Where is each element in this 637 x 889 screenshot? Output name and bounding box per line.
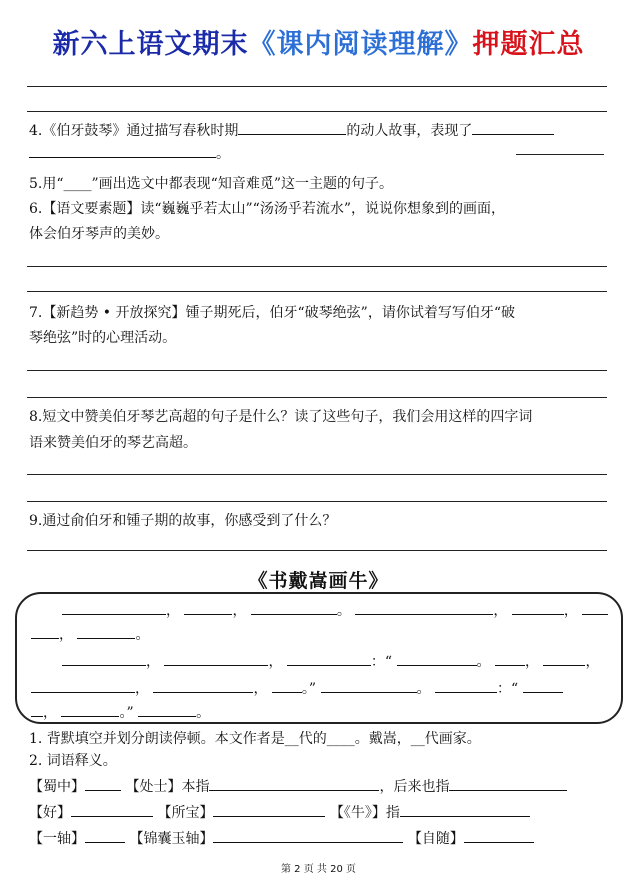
fill-blank[interactable] [138, 702, 196, 717]
recitation-row-5 [31, 702, 210, 722]
term-zisui: 【自随】 [407, 831, 464, 847]
question-6-line-2: 体会伯牙琴声的美妙。 [29, 226, 169, 242]
fill-blank[interactable] [62, 600, 166, 615]
answer-line[interactable] [27, 501, 607, 502]
recitation-row-1 [62, 600, 608, 620]
question-5: 5.用“____”画出选文中都表现“知音难觅”这一主题的句子。 [29, 176, 393, 192]
punct: 。 [196, 705, 211, 721]
punct: 。 [336, 603, 351, 619]
fill-blank[interactable] [449, 776, 567, 791]
answer-line[interactable] [27, 111, 607, 112]
section2-question-1: 1. 背默填空并划分朗读停顿。本文作者是__代的____。戴嵩，__代画家。 [29, 731, 481, 747]
term-yizhou: 【一轴】 [29, 831, 85, 847]
punct: ， [166, 603, 180, 619]
recitation-row-2 [31, 624, 149, 644]
fill-blank[interactable] [31, 624, 59, 639]
fill-blank[interactable] [71, 802, 153, 817]
term-suobao: 【所宝】 [157, 805, 214, 821]
punct: 。 [135, 627, 150, 643]
punct: ， [563, 603, 578, 619]
question-6-line-1: 6.【语文要素题】读“巍巍乎若太山”“汤汤乎若流水”，说说你想象到的画面， [29, 201, 505, 217]
fill-blank[interactable] [472, 120, 554, 135]
punct: “ [384, 654, 393, 670]
fill-blank[interactable] [272, 678, 302, 693]
term-row-2 [29, 802, 530, 824]
fill-blank[interactable] [400, 802, 530, 817]
fill-blank[interactable] [512, 600, 564, 615]
punct: ： [496, 681, 511, 697]
punct: ， [232, 603, 247, 619]
punct: ” [308, 681, 317, 697]
punct: 。 [301, 681, 309, 697]
term-houlai: ，后来也指 [379, 779, 450, 795]
fill-blank[interactable] [62, 651, 146, 666]
fill-blank[interactable] [251, 600, 337, 615]
question-7-line-2: 琴绝弦”时的心理活动。 [29, 330, 177, 346]
term-row-3 [29, 828, 534, 850]
question-8-line-1: 8.短文中赞美伯牙琴艺高超的句子是什么？读了这些句子，我们会用这样的四字词 [29, 409, 533, 425]
answer-line[interactable] [27, 291, 607, 292]
title-part-2: 《课内阅读理解》 [248, 29, 473, 60]
fill-blank[interactable] [464, 828, 534, 843]
punct: ， [146, 654, 160, 670]
section2-question-2: 2. 词语释义。 [29, 753, 117, 769]
punct: ， [585, 654, 600, 670]
punct: ， [493, 603, 508, 619]
punct: ： [370, 654, 385, 670]
question-4 [29, 120, 554, 142]
fill-blank[interactable] [184, 600, 232, 615]
fill-blank[interactable] [543, 651, 585, 666]
question-4-text-a: 4.《伯牙鼓琴》通过描写春秋时期 [29, 123, 239, 139]
section-heading: 《书戴嵩画牛》 [248, 570, 389, 592]
fill-blank[interactable] [77, 624, 135, 639]
answer-line[interactable] [27, 474, 607, 475]
recitation-row-3 [62, 651, 599, 671]
fill-blank[interactable] [287, 651, 371, 666]
term-row-1 [29, 776, 567, 798]
fill-blank[interactable] [61, 702, 119, 717]
answer-line[interactable] [516, 154, 604, 155]
term-hao: 【好】 [29, 805, 71, 821]
term-niu: 【《牛》】指 [329, 805, 400, 821]
punct: ， [524, 654, 539, 670]
page-title [0, 22, 637, 61]
fill-blank[interactable] [435, 678, 497, 693]
fill-blank[interactable] [85, 776, 121, 791]
page-footer: 第 2 页 共 20 页 [281, 864, 356, 875]
punct: 。 [416, 681, 431, 697]
answer-line[interactable] [27, 266, 607, 267]
fill-blank[interactable] [164, 651, 268, 666]
fill-blank[interactable] [31, 702, 43, 717]
term-chushi: 【处士】本指 [125, 779, 210, 795]
fill-blank[interactable] [31, 678, 135, 693]
fill-blank[interactable] [29, 143, 216, 158]
punct: “ [510, 681, 519, 697]
punct: ， [253, 681, 268, 697]
fill-blank[interactable] [495, 651, 525, 666]
fill-blank[interactable] [523, 678, 563, 693]
punct: ， [268, 654, 283, 670]
punct: ， [135, 681, 149, 697]
answer-line[interactable] [27, 550, 607, 551]
question-7-line-1: 7.【新趋势 • 开放探究】锺子期死后，伯牙“破琴绝弦”，请你试着写写伯牙“破 [29, 305, 515, 321]
fill-blank[interactable] [355, 600, 493, 615]
fill-blank[interactable] [582, 600, 608, 615]
fill-blank[interactable] [238, 120, 346, 135]
punct: ， [43, 705, 57, 721]
term-jinnang: 【锦囊玉轴】 [129, 831, 214, 847]
question-4-continued [29, 143, 230, 165]
recitation-row-4 [31, 678, 563, 698]
fill-blank[interactable] [85, 828, 125, 843]
answer-line[interactable] [27, 397, 607, 398]
fill-blank[interactable] [213, 802, 325, 817]
question-9: 9.通过俞伯牙和锺子期的故事，你感受到了什么？ [29, 513, 337, 529]
answer-line[interactable] [27, 370, 607, 371]
fill-blank[interactable] [397, 651, 477, 666]
answer-line[interactable] [27, 86, 607, 87]
fill-blank[interactable] [213, 828, 403, 843]
fill-blank[interactable] [209, 776, 379, 791]
punct: 。 [476, 654, 491, 670]
title-part-1: 新六上语文期末 [52, 29, 249, 60]
question-4-end: 。 [216, 146, 230, 162]
punct: ， [59, 627, 73, 643]
question-8-line-2: 语来赞美伯牙的琴艺高超。 [29, 435, 197, 451]
punct: 。” [119, 705, 134, 721]
title-part-3: 押题汇总 [472, 29, 585, 60]
question-4-text-b: 的动人故事，表现了 [346, 123, 473, 139]
fill-blank[interactable] [153, 678, 253, 693]
fill-blank[interactable] [321, 678, 417, 693]
term-shuzhong: 【蜀中】 [29, 779, 85, 795]
